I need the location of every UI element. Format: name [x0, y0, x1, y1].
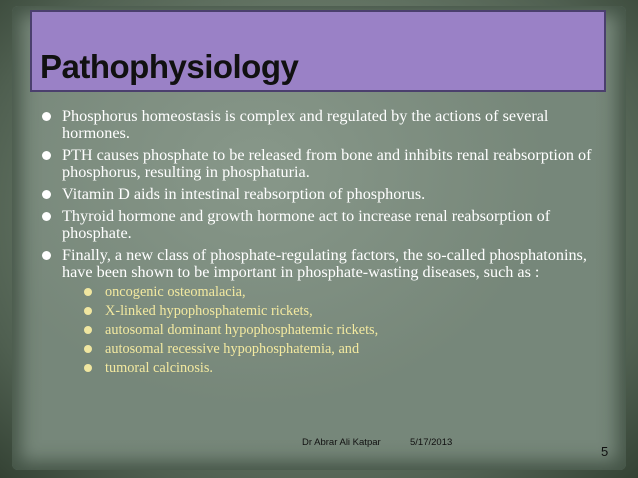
sub-bullet-text: autosomal dominant hypophosphatemic rickets,: [105, 322, 379, 338]
sub-bullet-item: [83, 360, 607, 376]
slide-content: [41, 108, 607, 381]
bullet-dot-icon: [42, 212, 51, 221]
bullet-item: [41, 208, 607, 242]
sub-bullet-dot-icon: [84, 364, 92, 372]
sub-bullet-dot-icon: [84, 288, 92, 296]
footer-author: Dr Abrar Ali Katpar: [302, 437, 381, 448]
bullet-item: [41, 186, 607, 203]
sub-bullet-item: [83, 322, 607, 338]
sub-bullet-item: [83, 341, 607, 357]
bullet-dot-icon: [42, 190, 51, 199]
sub-bullet-item: [83, 303, 607, 319]
sub-bullet-dot-icon: [84, 307, 92, 315]
sub-bullet-text: tumoral calcinosis.: [105, 360, 213, 376]
sub-bullet-text: oncogenic osteomalacia,: [105, 284, 246, 300]
sub-bullet-text: X-linked hypophosphatemic rickets,: [105, 303, 313, 319]
bullet-text: Vitamin D aids in intestinal reabsorption of phosphorus.: [62, 185, 426, 203]
bullet-item: [41, 147, 607, 181]
bullet-dot-icon: [42, 251, 51, 260]
slide-title: Pathophysiology: [40, 48, 299, 85]
sub-bullet-list: [62, 284, 607, 376]
bullet-item: [41, 247, 607, 376]
sub-bullet-dot-icon: [84, 326, 92, 334]
bullet-text: PTH causes phosphate to be released from bone and inhibits renal reabsorption of phosphorus, resulting in phosphaturia.: [62, 146, 592, 181]
bullet-dot-icon: [42, 112, 51, 121]
bullet-text: Finally, a new class of phosphate-regulating factors, the so-called phosphatonins, have been shown to be important in phosphate-wasting diseases, such as :: [62, 246, 587, 281]
footer-date: 5/17/2013: [410, 437, 453, 448]
slide-number: 5: [601, 444, 609, 459]
bullet-dot-icon: [42, 151, 51, 160]
bullet-item: [41, 108, 607, 142]
bullet-text: Thyroid hormone and growth hormone act to increase renal reabsorption of phosphate.: [62, 207, 551, 242]
sub-bullet-text: autosomal recessive hypophosphatemia, and: [105, 341, 360, 357]
sub-bullet-dot-icon: [84, 345, 92, 353]
bullet-text: Phosphorus homeostasis is complex and regulated by the actions of several hormones.: [62, 107, 549, 142]
sub-bullet-item: [83, 284, 607, 300]
